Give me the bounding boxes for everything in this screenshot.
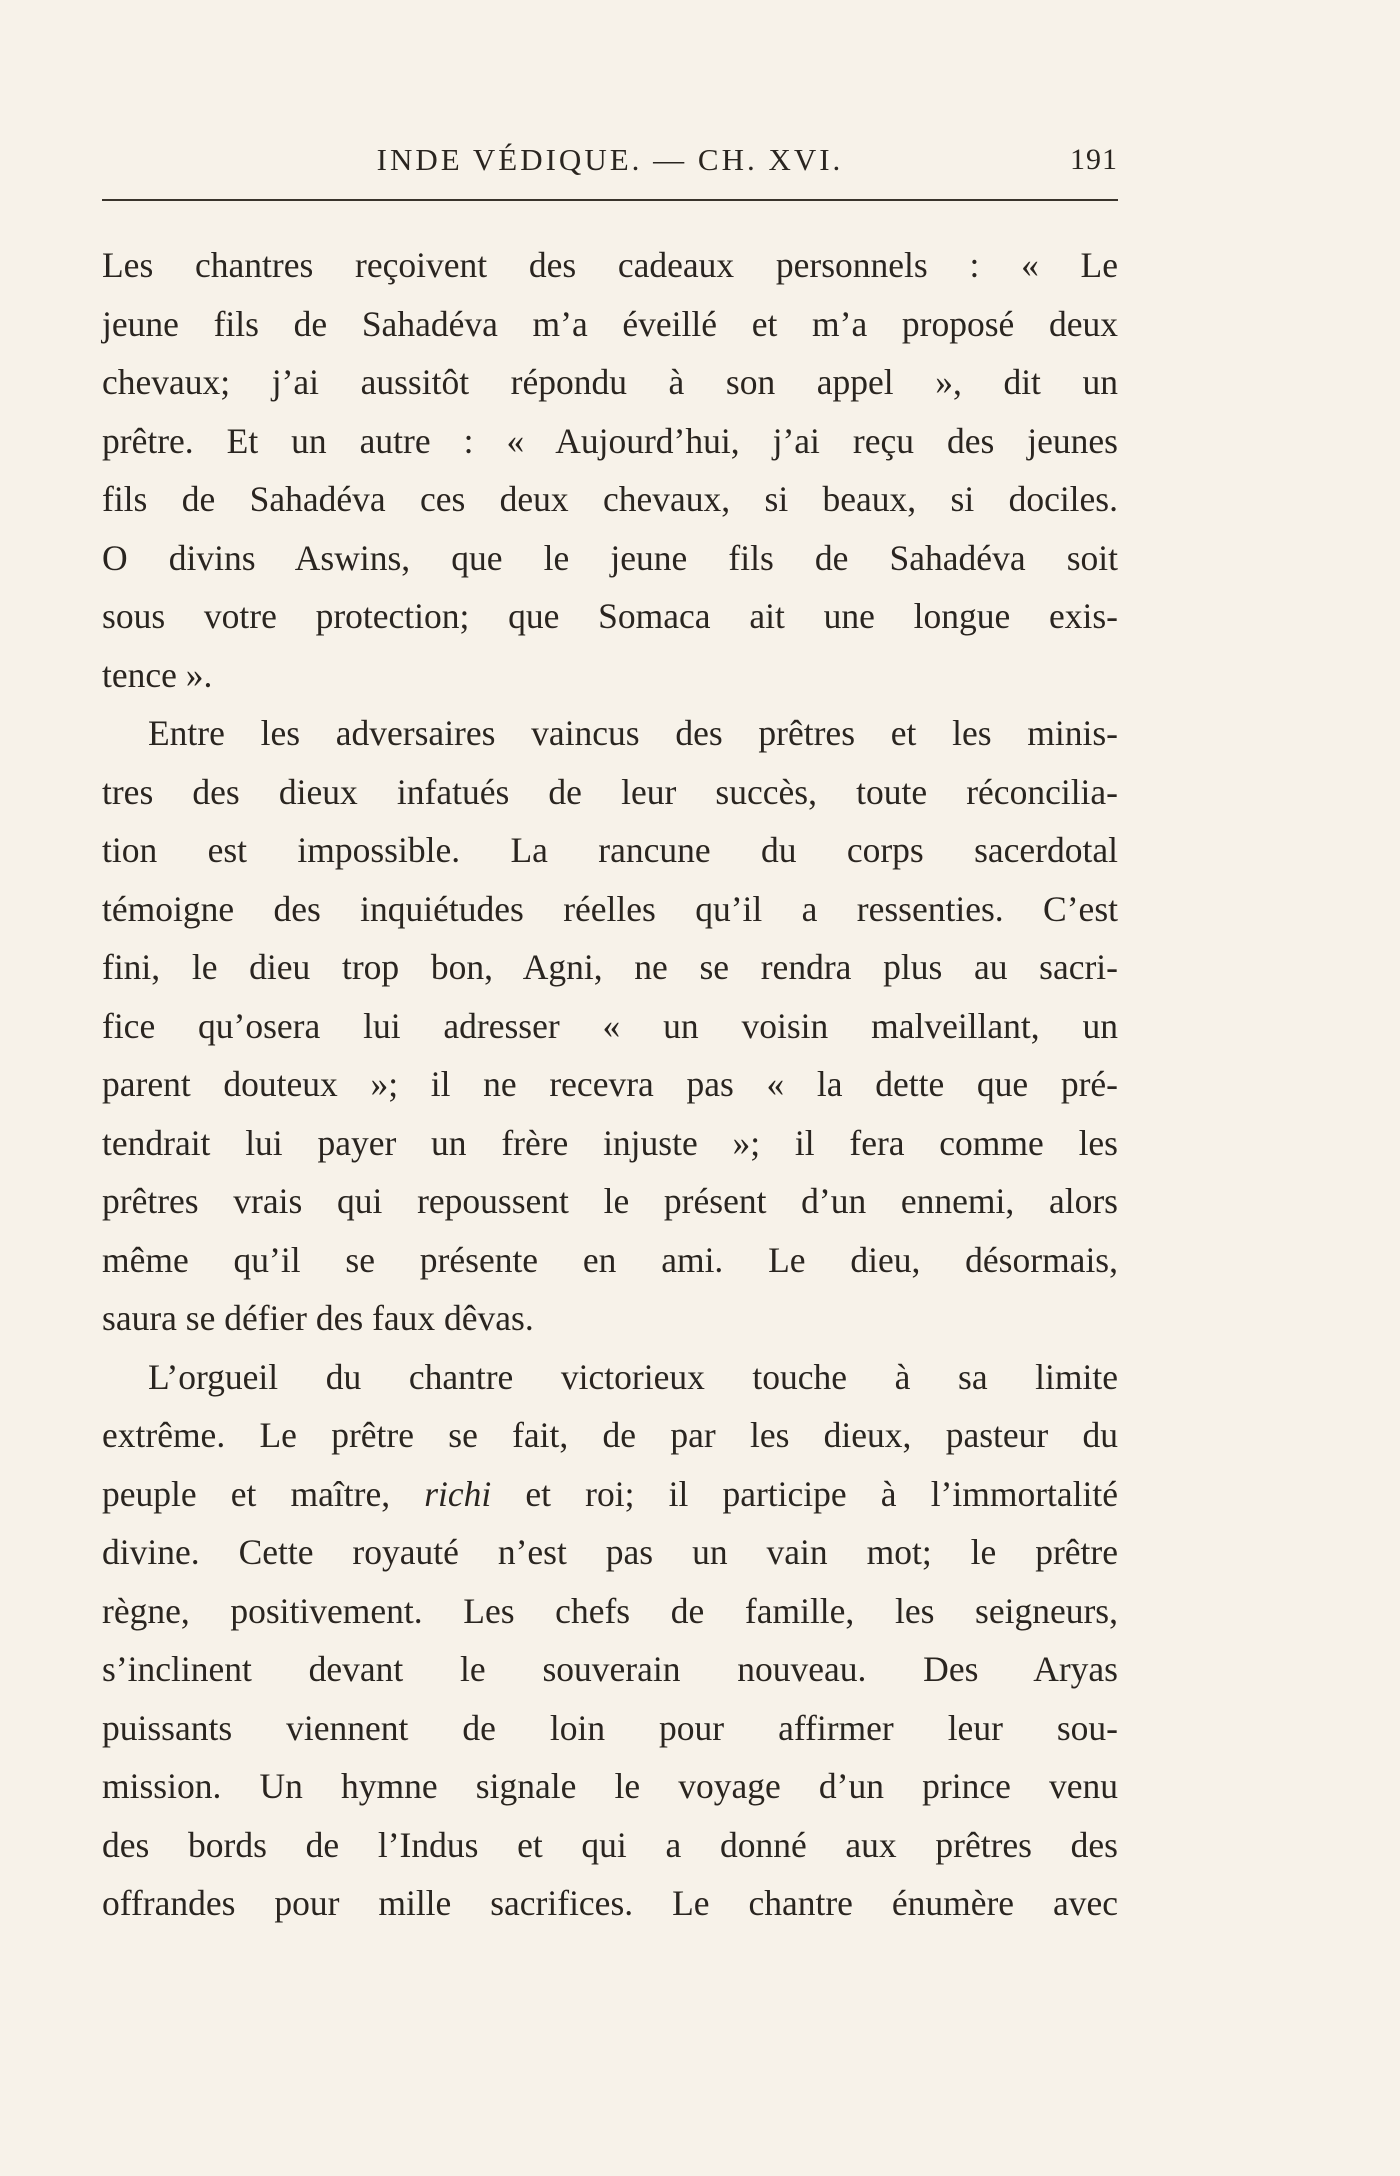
text-line: fice qu’osera lui adresser « un voisin malveillant, un	[102, 1005, 1118, 1046]
text-line: mission. Un hymne signale le voyage d’un prince venu	[102, 1766, 1118, 1806]
text-line: fils de Sahadéva ces deux chevaux, si beaux, si dociles.	[102, 479, 1118, 519]
text-line: extrême. Le prêtre se fait, de par les dieux, pasteur du	[102, 1415, 1118, 1455]
running-title: INDE VÉDIQUE. — CH. XVI.	[376, 142, 844, 177]
header-rule	[102, 199, 1118, 201]
text-line: jeune fils de Sahadéva m’a éveillé et m’a proposé deux	[102, 303, 1118, 344]
text-line: Les chantres reçoivent des cadeaux personnels : « Le	[102, 245, 1118, 285]
text-line: des bords de l’Indus et qui a donné aux prêtres des	[102, 1824, 1118, 1865]
body-text	[102, 236, 1118, 1933]
text-line: offrandes pour mille sacrifices. Le chantre énumère avec	[102, 1883, 1118, 1923]
text-line: divine. Cette royauté n’est pas un vain mot; le prêtre	[102, 1532, 1118, 1572]
text-line: chevaux; j’ai aussitôt répondu à son appel », dit un	[102, 362, 1118, 402]
text-line: même qu’il se présente en ami. Le dieu, désormais,	[102, 1239, 1118, 1280]
text-line: tence ».	[102, 654, 213, 695]
text-line: puissants viennent de loin pour affirmer leur sou-	[102, 1707, 1118, 1748]
text-segment: et roi; il participe à l’immortalité	[525, 1473, 1118, 1514]
text-line: tendrait lui payer un frère injuste »; il fera comme les	[102, 1122, 1118, 1163]
page-number: 191	[1070, 143, 1118, 176]
text-line: prêtres vrais qui repoussent le présent d’un ennemi, alors	[102, 1181, 1118, 1221]
italic-word: richi	[424, 1473, 492, 1514]
text-line: L’orgueil du chantre victorieux touche à sa limite	[148, 1356, 1118, 1397]
text-line: s’inclinent devant le souverain nouveau. Des Aryas	[102, 1649, 1118, 1689]
text-line: Entre les adversaires vaincus des prêtres et les minis-	[148, 713, 1118, 753]
text-line: témoigne des inquiétudes réelles qu’il a ressenties. C’est	[102, 888, 1118, 929]
text-line: saura se défier des faux dêvas.	[102, 1298, 534, 1338]
text-line: prêtre. Et un autre : « Aujourd’hui, j’ai reçu des jeunes	[102, 420, 1118, 461]
text-line: tres des dieux infatués de leur succès, toute réconcilia-	[102, 771, 1118, 812]
text-line	[102, 1465, 1118, 1524]
text-line: O divins Aswins, que le jeune fils de Sahadéva soit	[102, 537, 1118, 578]
text-line: fini, le dieu trop bon, Agni, ne se rendra plus au sacri-	[102, 947, 1118, 987]
text-line: tion est impossible. La rancune du corps sacerdotal	[102, 830, 1118, 870]
text-segment: peuple et maître,	[102, 1473, 391, 1514]
text-line: parent douteux »; il ne recevra pas « la dette que pré-	[102, 1064, 1118, 1104]
running-head	[102, 138, 1118, 182]
text-line: règne, positivement. Les chefs de famille, les seigneurs,	[102, 1590, 1118, 1631]
text-line: sous votre protection; que Somaca ait une longue exis-	[102, 596, 1118, 636]
